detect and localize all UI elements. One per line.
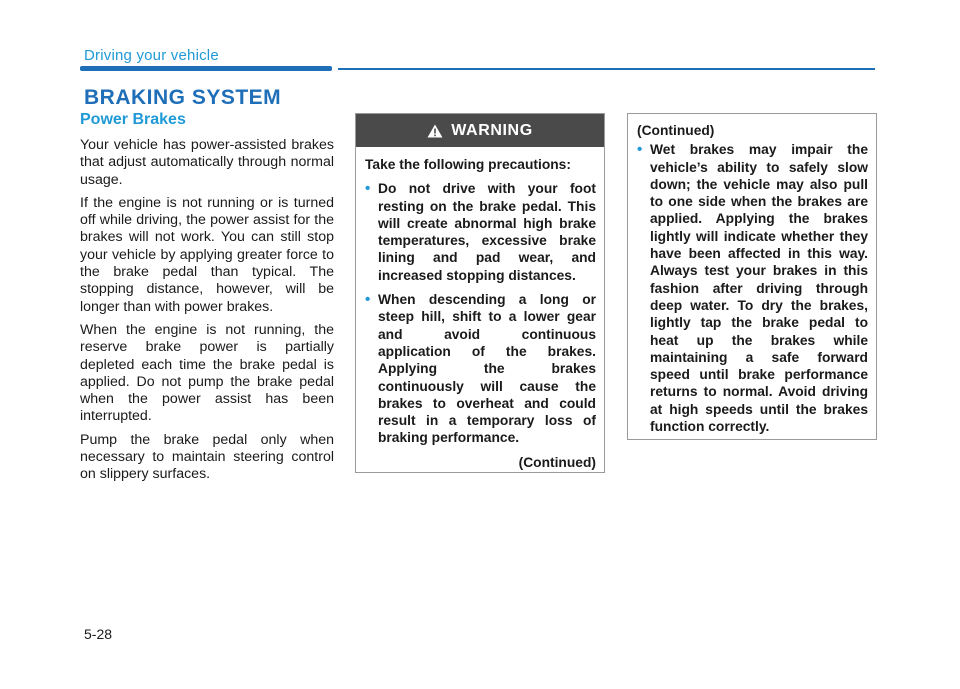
warning-bullet-text: Do not drive with your foot resting on the brake pedal. This will create abnormal high brake temperatures, excessive brake lining and pad wear, and increased stopping distances. (378, 181, 596, 283)
paragraph: Pump the brake pedal only when necessary to maintain steering control on slippery surfaces. (80, 431, 334, 483)
continuation-box (627, 113, 877, 440)
paragraph: If the engine is not running or is turned off while driving, the power assist for the brakes will not work. You can still stop your vehicle by applying greater force to the brake pedal than typical. The stopping distance, however, will be longer than with power brakes. (80, 194, 334, 315)
warning-title: WARNING (451, 121, 533, 139)
bullet-icon: • (365, 291, 371, 309)
header-rule-thick (80, 66, 332, 71)
page-number: 5-28 (84, 626, 113, 642)
continued-label: (Continued) (518, 454, 596, 470)
warning-triangle-icon (427, 124, 443, 138)
warning-bullet (365, 180, 596, 284)
header-rule-thin (338, 68, 875, 70)
bullet-icon: • (365, 180, 371, 198)
continued-label: (Continued) (637, 123, 715, 138)
warning-body (356, 147, 604, 471)
continuation-bullet-text: Wet brakes may impair the vehicle’s ability to safely slow down; the vehicle may also pull to one side when the brakes are applied. Applying the brakes lightly will indicate whether they have been affected in this way. Always test your brakes in this fashion after driving through deep water. To dry the brakes, lightly tap the brake pedal to heat up the brakes while maintaining a safe forward speed until brake performance returns to normal. Avoid driving at high speeds until the brakes function correctly. (650, 142, 868, 435)
chapter-title: BRAKING SYSTEM (84, 86, 282, 109)
paragraph: Your vehicle has power-assisted brakes that adjust automatically through normal usage. (80, 137, 334, 188)
section-label: Driving your vehicle (84, 47, 219, 64)
bullet-icon: • (637, 141, 643, 159)
paragraph: When the engine is not running, the reserve brake power is partially depleted each time the brake pedal is applied. Do not pump the brake pedal when the power assist has been interrupted. (80, 321, 334, 425)
continuation-bullet (637, 141, 868, 435)
left-column (80, 111, 334, 490)
warning-intro: Take the following precautions: (365, 157, 571, 172)
warning-bullet-text: When descending a long or steep hill, shift to a lower gear and avoid continuous application of the brakes. Applying the brakes continuously will cause the brakes to overheat and could result in a temporary loss of braking performance. (378, 292, 596, 446)
warning-header (356, 114, 604, 147)
subheading-power-brakes: Power Brakes (80, 111, 186, 128)
warning-bullet (365, 291, 596, 447)
warning-box (355, 113, 605, 473)
